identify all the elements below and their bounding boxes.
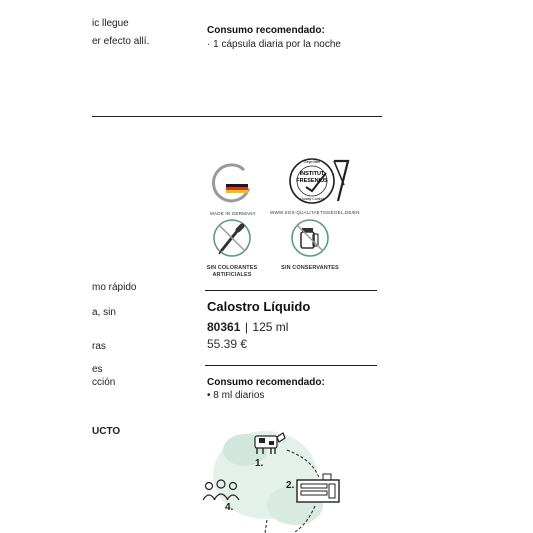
left-text-fragment: es [92, 364, 103, 375]
step-1-label: 1. [255, 458, 264, 469]
no-colorants-label-line2: ARTIFICIALES [212, 272, 252, 278]
fresenius-tested-text: Geprüfter [303, 159, 321, 164]
no-colorants-label-line1: SIN COLORANTES [206, 265, 258, 271]
product-size: 125 ml [252, 320, 289, 334]
product-sku-line [207, 318, 288, 336]
product-name: Calostro Líquido [207, 299, 311, 314]
process-illustration [195, 420, 355, 533]
fresenius-quality-text: Quality Control [300, 197, 324, 201]
fresenius-badge [268, 155, 378, 215]
product-price: 55.39 € [207, 337, 248, 351]
product-bottom-divider [205, 365, 377, 366]
left-text-fragment: cción [92, 377, 116, 388]
left-text-fragment: ras [92, 341, 106, 352]
made-in-germany-label: MADE IN GERMANY [210, 211, 256, 216]
consumption-heading: Consumo recomendado: [207, 377, 325, 388]
fresenius-seal-icon [268, 155, 378, 205]
left-text-fragment: a, sin [92, 307, 116, 318]
left-heading-fragment: UCTO [92, 426, 121, 437]
no-dropper-icon [202, 218, 262, 260]
product-sku: 80361 [207, 320, 241, 334]
left-text-fragment: mo rápido [92, 282, 137, 293]
consumption-heading: Consumo recomendado: [207, 25, 325, 36]
no-jar-icon [280, 218, 340, 260]
fresenius-ring-main-text: FRESENIUS [296, 178, 328, 184]
sku-separator: | [244, 320, 248, 334]
fresenius-ring-top-text: INSTITUT [299, 171, 325, 177]
left-text-fragment: ic llegue [92, 18, 129, 29]
consumption-text: · 1 cápsula diaria por la noche [207, 39, 341, 50]
fresenius-url: WWW.SGS-QUALITAETSSIEGEL.DE/EN [270, 210, 360, 215]
product-top-divider [205, 290, 377, 291]
section-divider [92, 116, 382, 117]
process-diagram-icon [195, 420, 355, 533]
made-in-germany-icon [204, 160, 262, 206]
left-text-fragment: er efecto allí. [92, 36, 150, 47]
consumption-text: • 8 ml diarios [207, 390, 265, 401]
step-4-label: 4. [225, 502, 234, 513]
made-in-germany-badge [204, 160, 262, 216]
no-preservatives-label: SIN CONSERVANTES [281, 265, 339, 271]
no-preservatives-badge [280, 218, 340, 272]
no-colorants-badge [202, 218, 262, 278]
step-2-label: 2. [286, 480, 295, 491]
